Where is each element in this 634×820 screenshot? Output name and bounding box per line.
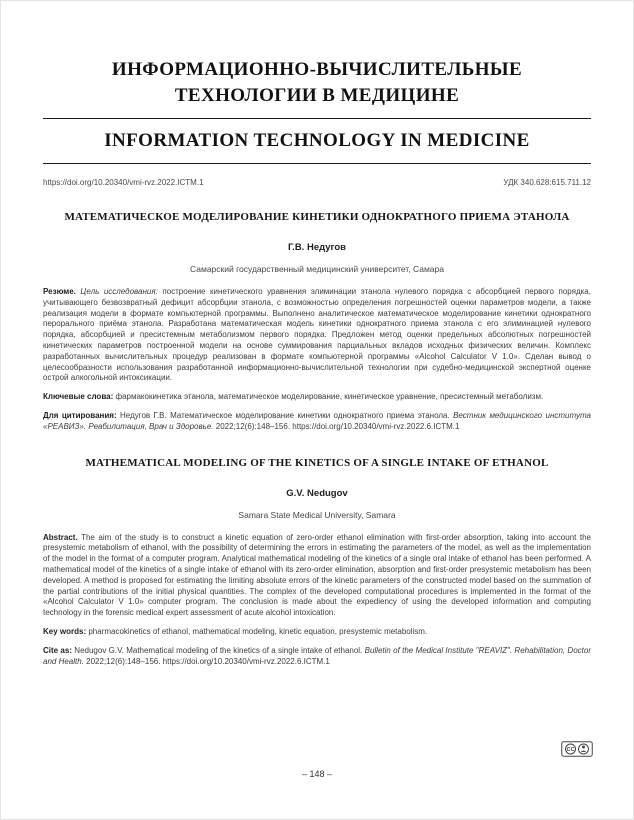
svg-text:CC: CC <box>566 747 575 753</box>
affiliation-ru: Самарский государственный медицинский университет, Самара <box>190 264 444 274</box>
keywords-ru <box>43 392 591 403</box>
article-meta-row <box>43 178 591 187</box>
cc-license-icon <box>561 741 593 757</box>
abstract-ru-label: Резюме. <box>43 287 76 296</box>
page-content <box>1 1 633 667</box>
article-title-en: MATHEMATICAL MODELING OF THE KINETICS OF A SINGLE INTAKE OF ETHANOL <box>85 456 549 469</box>
udc-code: УДК 340.628:615.711.12 <box>503 178 591 187</box>
abstract-ru-text: построение кинетического уравнения элиминации этанола нулевого порядка с абсорбцией первого порядка, учитывающего безвозвратный дефицит абсорбции этанола, с возможностью определения погрешностей оценки параметров модели, а также реализация модели в формате компьютерной программы. Выполнено аналитическое математическое моделирование кинетики однократного перорального приёма этанола. Разработана математическая модель кинетики однократного приема этанола с его элиминацией нулевого порядка, абсорбцией и пресистемным метаболизмом первого порядка. Предложен метод оценки предельных абсолютных погрешностей кинетических параметров построенной модели на основе суммирования парциальных вкладов исходных физических величин. Комплекс разработанных вычислительных процедур реализован в формате компьютерной программы «Alcohol Calculator V 1.0». Сделан вывод о целесообразности использования разработанной информационно-вычислительной технологии при судебно-медицинской экспертной оценке острой алкогольной интоксикации. <box>43 287 591 383</box>
abstract-en-text: The aim of the study is to construct a kinetic equation of zero-order ethanol elimination with first-order absorption, taking into account the presystemic metabolism of ethanol, with the possibility of determining the errors in estimating the parameters of the model, as well as the implementation of the model in the format of a computer program. Analytical mathematical modeling of the kinetics of a single oral intake of ethanol has been performed. A mathematical model of the kinetics of a single intake of ethanol with its zero-order elimination, absorption and first-order presystemic metabolism has been developed. A method is proposed for estimating the limiting absolute errors of the kinetic parameters of the constructed model based on the summation of the partial contributions of the initial physical quantities. The complex of the developed computational procedures is implemented in the format of the «Alcohol Calculator V 1.0» computer program. The conclusion is made about the expediency of using the developed information and computing technology in the forensic medical expert assessment of acute alcohol intoxication. <box>43 532 591 618</box>
journal-header <box>43 57 591 164</box>
keywords-en <box>43 627 591 638</box>
citation-en-text: Nedugov G.V. Mathematical modeling of the kinetics of a single intake of ethanol. <box>74 645 363 655</box>
abstract-en <box>43 533 591 619</box>
header-divider-top <box>43 118 591 119</box>
journal-title-ru-line2: ТЕХНОЛОГИИ В МЕДИЦИНЕ <box>174 85 460 106</box>
doi-link[interactable]: https://doi.org/10.20340/vmi-rvz.2022.ICTM.1 <box>43 178 204 187</box>
citation-en-tail: 2022;12(6):148–156. https://doi.org/10.20340/vmi-rvz.2022.6.ICTM.1 <box>86 656 330 666</box>
page-number: – 148 – <box>301 769 333 779</box>
citation-en-label: Cite as: <box>43 645 72 655</box>
journal-title-ru-line1: ИНФОРМАЦИОННО-ВЫЧИСЛИТЕЛЬНЫЕ <box>111 59 523 80</box>
abstract-ru-lead: Цель исследования: <box>80 287 158 296</box>
author-name-ru: Г.В. Недугов <box>287 242 347 253</box>
affiliation-en: Samara State Medical University, Samara <box>238 509 396 520</box>
citation-ru-text: Недугов Г.В. Математическое моделирование кинетики однократного приема этанола. <box>120 410 450 420</box>
citation-ru <box>43 411 591 433</box>
citation-ru-tail: 2022;12(6):148–156. https://doi.org/10.20340/vmi-rvz.2022.6.ICTM.1 <box>215 421 460 431</box>
author-name-en: G.V. Nedugov <box>286 487 348 499</box>
article-title-ru: МАТЕМАТИЧЕСКОЕ МОДЕЛИРОВАНИЕ КИНЕТИКИ ОДНОКРАТНОГО ПРИЕМА ЭТАНОЛА <box>64 211 570 223</box>
journal-title-en: INFORMATION TECHNOLOGY IN MEDICINE <box>104 130 530 151</box>
keywords-en-text: pharmacokinetics of ethanol, mathematical modeling, kinetic equation, presystemic metabolism. <box>88 626 428 636</box>
header-divider-bottom <box>43 163 591 164</box>
citation-ru-label: Для цитирования: <box>43 410 117 420</box>
abstract-ru <box>43 287 591 384</box>
citation-ru-journal: Вестник медицинского института «РЕАВИЗ». Реабилитация, Врач и Здоровье. <box>43 410 591 431</box>
citation-en <box>43 646 591 668</box>
abstract-en-label: Abstract. <box>43 532 78 542</box>
keywords-ru-label: Ключевые слова: <box>43 392 114 402</box>
citation-en-journal: Bulletin of the Medical Institute "REAVIZ". Rehabilitation, Doctor and Health. <box>43 645 591 666</box>
keywords-en-label: Key words: <box>43 626 87 636</box>
keywords-ru-text: фармакокинетика этанола, математическое моделирование, кинетическое уравнение, пресистемный метаболизм. <box>115 392 544 402</box>
journal-title-ru <box>43 57 591 109</box>
